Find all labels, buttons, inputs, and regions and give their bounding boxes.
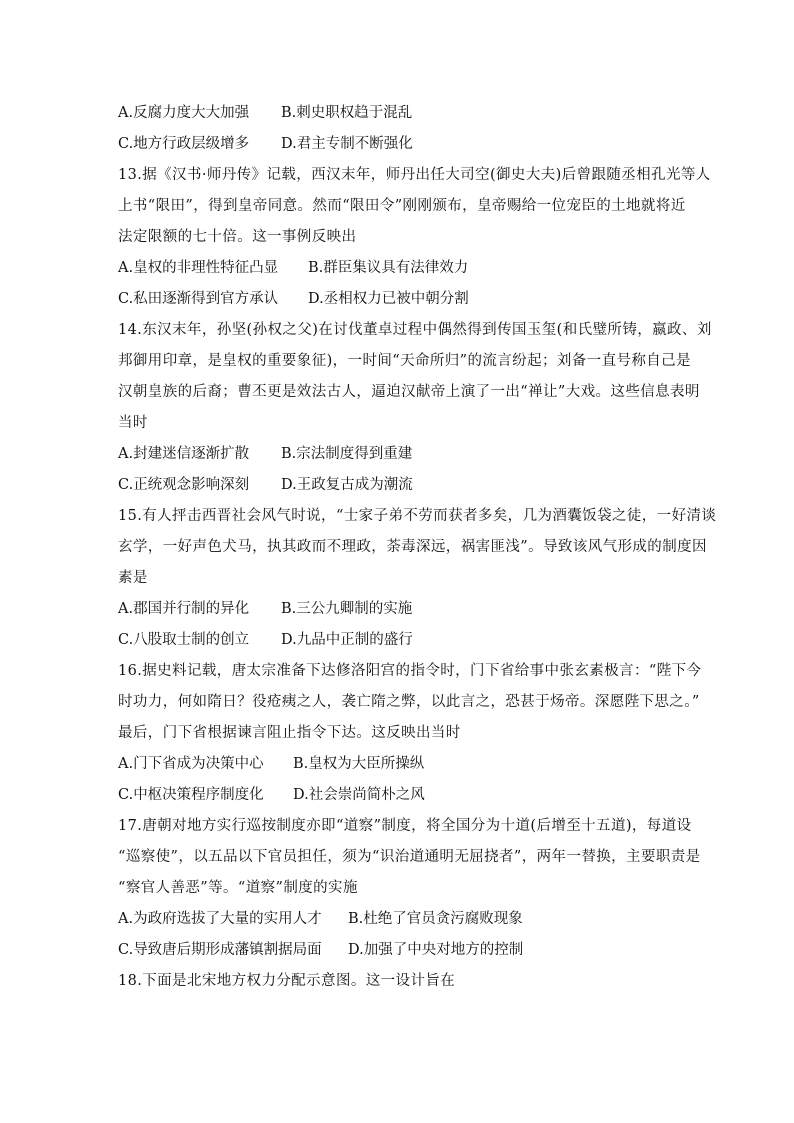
q12-option-d[interactable]: D.君主专制不断强化 bbox=[281, 136, 413, 152]
q14-stem-line-3: 汉朝皇族的后裔；曹丕更是效法古人，逼迫汉献帝上演了一出“禅让”大戏。这些信息表明 bbox=[118, 384, 700, 400]
q16-stem-line-3: 最后，门下省根据谏言阻止指令下达。这反映出当时 bbox=[118, 725, 461, 741]
q15-stem-line-1: 15.有人抨击西晋社会风气时说，“士家子弟不劳而获者多矣，几为酒囊饭袋之徒，一好清谈 bbox=[118, 508, 717, 524]
q13-stem-line-1: 13.据《汉书·师丹传》记载，西汉末年，师丹出任大司空(御史大夫)后曾跟随丞相孔光等人 bbox=[118, 167, 711, 183]
q16-option-b[interactable]: B.皇权为大臣所操纵 bbox=[293, 756, 425, 772]
q17-option-a[interactable]: A.为政府选拔了大量的实用人才 bbox=[118, 911, 322, 927]
q13-option-d[interactable]: D.丞相权力已被中朝分割 bbox=[308, 291, 469, 307]
q16-option-a[interactable]: A.门下省成为决策中心 bbox=[118, 756, 264, 772]
q17-option-c[interactable]: C.导致唐后期形成藩镇割据局面 bbox=[118, 942, 322, 958]
q12-option-a[interactable]: A.反腐力度大大加强 bbox=[118, 105, 250, 121]
q16-stem-line-2: 时功力，何如隋日？役疮痍之人，袭亡隋之弊，以此言之，恐甚于炀帝。深愿陛下思之。” bbox=[118, 694, 700, 710]
q14-option-c[interactable]: C.正统观念影响深刻 bbox=[118, 477, 250, 493]
q16-option-d[interactable]: D.社会崇尚简朴之风 bbox=[293, 787, 425, 803]
q14-option-b[interactable]: B.宗法制度得到重建 bbox=[281, 446, 413, 462]
q13-stem-line-2: 上书“限田”，得到皇帝同意。然而“限田令”刚刚颁布，皇帝赐给一位宠臣的土地就将近 bbox=[118, 198, 686, 214]
q14-stem-line-2: 邦御用印章，是皇权的重要象征)，一时间“天命所归”的流言纷起；刘备一直号称自己是 bbox=[118, 353, 691, 369]
q14-stem-line-4: 当时 bbox=[118, 415, 148, 431]
q18-stem-line-1: 18.下面是北宋地方权力分配示意图。这一设计旨在 bbox=[118, 973, 456, 989]
q12-option-b[interactable]: B.刺史职权趋于混乱 bbox=[281, 105, 413, 121]
q14-option-a[interactable]: A.封建迷信逐渐扩散 bbox=[118, 446, 250, 462]
q17-stem-line-3: “察官人善恶”等。“道察”制度的实施 bbox=[118, 880, 358, 896]
q17-option-b[interactable]: B.杜绝了官员贪污腐败现象 bbox=[348, 911, 523, 927]
q17-stem-line-2: “巡察使”，以五品以下官员担任，须为“识治道通明无屈挠者”，两年一替换，主要职责是 bbox=[118, 849, 701, 865]
q15-stem-line-3: 素是 bbox=[118, 570, 148, 586]
q13-option-b[interactable]: B.群臣集议具有法律效力 bbox=[308, 260, 469, 276]
q12-option-c[interactable]: C.地方行政层级增多 bbox=[118, 136, 250, 152]
q14-stem-line-1: 14.东汉末年，孙坚(孙权之父)在讨伐董卓过程中偶然得到传国玉玺(和氏璧所铸，嬴政、刘 bbox=[118, 322, 712, 338]
q13-option-c[interactable]: C.私田逐渐得到官方承认 bbox=[118, 291, 279, 307]
q17-stem-line-1: 17.唐朝对地方实行巡按制度亦即“道察”制度，将全国分为十道(后增至十五道)，每道设 bbox=[118, 818, 692, 834]
q13-stem-line-3: 法定限额的七十倍。这一事例反映出 bbox=[118, 229, 357, 245]
q15-option-b[interactable]: B.三公九卿制的实施 bbox=[281, 601, 413, 617]
q16-stem-line-1: 16.据史料记载，唐太宗准备下达修洛阳宫的指令时，门下省给事中张玄素极言：“陛下今 bbox=[118, 663, 702, 679]
q15-option-d[interactable]: D.九品中正制的盛行 bbox=[281, 632, 413, 648]
q16-option-c[interactable]: C.中枢决策程序制度化 bbox=[118, 787, 264, 803]
q17-option-d[interactable]: D.加强了中央对地方的控制 bbox=[348, 942, 524, 958]
q15-option-c[interactable]: C.八股取士制的创立 bbox=[118, 632, 250, 648]
q14-option-d[interactable]: D.王政复古成为潮流 bbox=[281, 477, 413, 493]
q15-option-a[interactable]: A.郡国并行制的异化 bbox=[118, 601, 250, 617]
q15-stem-line-2: 玄学，一好声色犬马，执其政而不理政，荼毒深远，祸害匪浅”。导致该风气形成的制度因 bbox=[118, 539, 707, 555]
q13-option-a[interactable]: A.皇权的非理性特征凸显 bbox=[118, 260, 279, 276]
